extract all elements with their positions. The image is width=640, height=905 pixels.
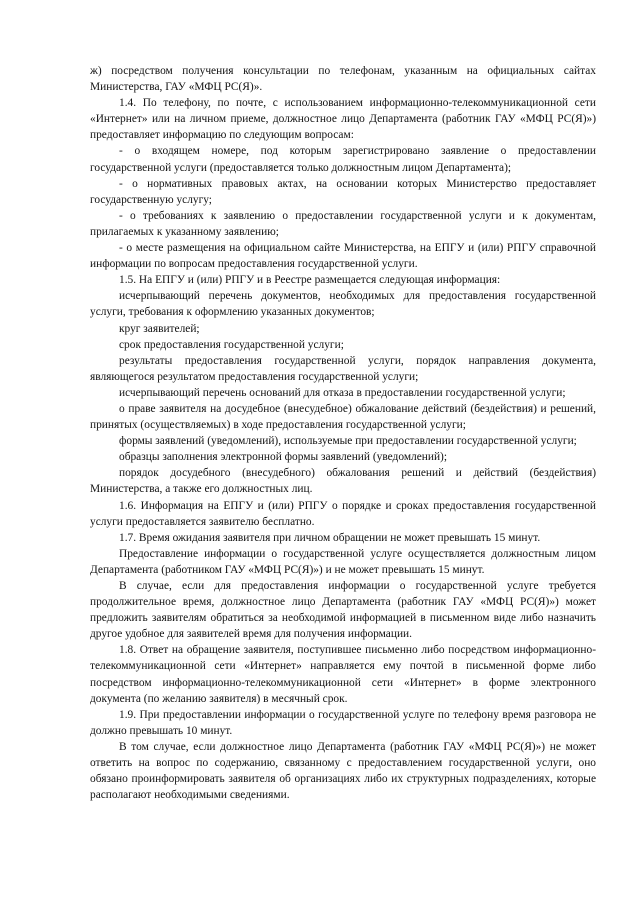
list-item-appeal-right: о праве заявителя на досудебное (внесудебное) обжалование действий (бездействия) и решений, принятых (осуществляемых) в ходе предоставления государственной услуги;: [90, 402, 596, 432]
list-item-documents-list: исчерпывающий перечень документов, необходимых для предоставления государственной услуги, требования к оформлению указанных документов;: [90, 290, 596, 319]
paragraph-1-9: 1.9. При предоставлении информации о государственной услуге по телефону время разговора не должно превышать 10 минут.: [90, 708, 596, 737]
paragraph-cannot-answer: В том случае, если должностное лицо Департамента (работник ГАУ «МФЦ РС(Я)») не может ответить на вопрос по содержанию, связанному с предоставлением государственной услуги, оно обязано проинформировать заявителя об организациях либо их структурных подразделениях, которые располагают необходимыми сведениями.: [90, 740, 596, 802]
paragraph-info-time-limit: Предоставление информации о государственной услуге осуществляется должностным лицом Департамента (работником ГАУ «МФЦ РС(Я)») и не может превышать 15 минут.: [90, 547, 596, 576]
document-page: [90, 63, 596, 803]
list-item-service-term: срок предоставления государственной услуги;: [119, 338, 344, 351]
paragraph-item-zh: ж) посредством получения консультации по телефонам, указанным на официальных сайтах Министерства, ГАУ «МФЦ РС(Я)».: [90, 65, 596, 94]
paragraph-1-5: 1.5. На ЕПГУ и (или) РПГУ и в Реестре размещается следующая информация:: [119, 274, 501, 287]
paragraph-1-6: 1.6. Информация на ЕПГУ и (или) РПГУ о порядке и сроках предоставления государственной услуги предоставляется заявителю бесплатно.: [90, 499, 596, 528]
paragraph-1-4: 1.4. По телефону, по почте, с использованием информационно-телекоммуникационной сети «Интернет» или на личном приеме, должностное лицо Департамента (работник ГАУ «МФЦ РС(Я)») предоставляет информацию по следующим вопросам:: [90, 97, 596, 142]
list-item-application-requirements: - о требованиях к заявлению о предоставлении государственной услуги и к документам, прилагаемых к указанному заявлению;: [90, 209, 596, 238]
list-item-normative-acts: - о нормативных правовых актах, на основании которых Министерство предоставляет государственную услугу;: [90, 177, 596, 206]
list-item-refusal-grounds: исчерпывающий перечень оснований для отказа в предоставлении государственной услуги;: [119, 386, 566, 399]
list-item-applicants: круг заявителей;: [119, 322, 200, 335]
paragraph-1-7: 1.7. Время ожидания заявителя при личном обращении не может превышать 15 минут.: [119, 531, 541, 544]
paragraph-1-8: 1.8. Ответ на обращение заявителя, поступившее письменно либо посредством информационно-телекоммуникационной сети «Интернет» направляется ему почтой в письменной форме либо посредством информационно-телекоммуникационной сети «Интернет» в форме электронного документа (по желанию заявителя) в месячный срок.: [90, 644, 596, 705]
list-item-application-forms: формы заявлений (уведомлений), используемые при предоставлении государственной услуги;: [119, 435, 577, 448]
list-item-incoming-number: - о входящем номере, под которым зарегистрировано заявление о предоставлении государственной услуги (предоставляется только должностным лицом Департамента);: [90, 145, 596, 174]
paragraph-long-request: В случае, если для предоставления информации о государственной услуге требуется продолжительное время, должностное лицо Департамента (работник ГАУ «МФЦ РС(Я)») может предложить заявителям обратиться за необходимой информацией в письменном виде либо назначить другое удобное для заявителей время для получения информации.: [90, 580, 596, 641]
list-item-info-location: - о месте размещения на официальном сайте Министерства, на ЕПГУ и (или) РПГУ справочной информации по вопросам предоставления государственной услуги.: [90, 242, 596, 271]
list-item-service-results: результаты предоставления государственной услуги, порядок направления документа, являющегося результатом предоставления государственной услуги;: [90, 354, 596, 383]
list-item-form-samples: образцы заполнения электронной формы заявлений (уведомлений);: [119, 451, 448, 464]
list-item-appeal-procedure: порядок досудебного (внесудебного) обжалования решений и действий (бездействия) Министерства, а также его должностных лиц.: [90, 467, 596, 496]
